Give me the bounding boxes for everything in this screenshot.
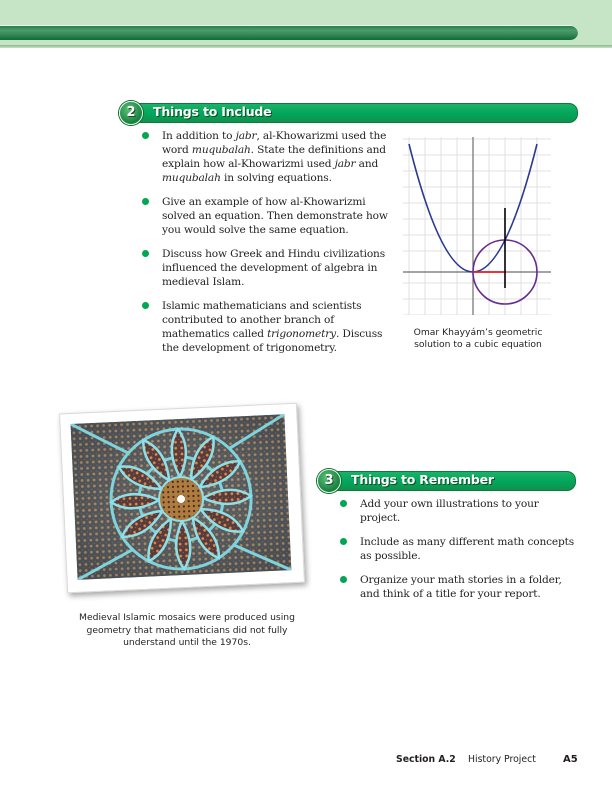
list-item [142,195,392,237]
list-item [340,573,575,601]
item-text: , al-Khowarizmi used the word [162,130,387,156]
list-item [142,129,392,185]
things-to-remember-list [340,497,575,611]
section-title: Things to Include [153,104,272,119]
section-title: Things to Remember [351,472,494,487]
item-text: and [355,158,379,170]
graph-caption [398,327,558,351]
item-text: In addition to [162,130,236,142]
page-number: A5 [563,754,578,765]
section-number-badge: 3 [317,469,341,493]
list-item [340,535,575,563]
section-header-things-to-remember [317,470,576,490]
list-item [142,247,392,289]
footer-section-label: Section A.2 [396,754,456,765]
list-item [142,299,392,355]
item-text: Add your own illustrations to your project. [360,498,539,524]
bullet-icon [142,198,149,205]
item-text: . Discuss the development of trigonometry. [162,328,383,354]
graph-caption-line-2: solution to a cubic equation [414,339,542,350]
bullet-icon [142,132,149,139]
bullet-icon [340,500,347,507]
page-footer [380,753,612,767]
graph-caption-line-1: Omar Khayyám’s geometric [413,327,543,338]
italic-term: muqubalah [162,172,221,184]
italic-term: jabr [334,158,356,170]
page-header-band [0,0,612,48]
footer-project-title: History Project [468,754,536,765]
bullet-icon [142,250,149,257]
section-number-badge: 2 [119,101,143,125]
things-to-include-list [142,129,392,365]
item-text: in solving equations. [220,172,332,184]
item-text: Discuss how Greek and Hindu civilizations influenced the development of algebra in medieval Islam. [162,248,386,288]
header-bar [0,25,578,40]
header-shadow [0,45,612,48]
mosaic-photo [71,414,292,580]
mosaic-photo-frame [59,403,305,594]
italic-term: jabr [235,130,257,142]
item-text: Include as many different math concepts as possible. [360,536,575,562]
list-item [340,497,575,525]
item-text: Islamic mathematicians and scientists contributed to another branch of mathematics called [162,300,362,340]
item-text: Give an example of how al-Khowarizmi solved an equation. Then demonstrate how you would solve the same equation. [162,196,388,236]
bullet-icon [142,302,149,309]
item-text: . State the definitions and explain how al-Khowarizmi used [162,144,386,170]
italic-term: muqubalah [191,144,251,156]
bullet-icon [340,576,347,583]
cubic-solution-graph [403,137,551,315]
italic-term: trigonometry [267,328,336,340]
item-text: Organize your math stories in a folder, and think of a title for your report. [360,574,562,600]
section-header-things-to-include [119,102,578,122]
bullet-icon [340,538,347,545]
photo-caption: Medieval Islamic mosaics were produced using geometry that mathematicians did not fully understand until the 1970s. [79,612,295,648]
